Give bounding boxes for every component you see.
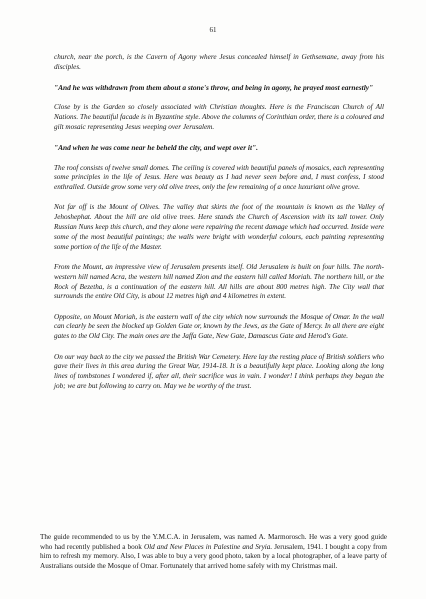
paragraph-mosque-omar: Opposite, on Mount Moriah, is the eastern wall of the city which now surrounds the Mosque of Omar. In the wall can clearly be seen the blocked up Golden Gate or, known by the Jews, as the Gate of Mercy. In all there are eight gates to the Old City. The main ones are the Jaffa Gate, New Gate, Damascus Gate and Herod's Gate. xyxy=(54,312,384,341)
italic-body xyxy=(54,53,384,402)
paragraph-garden: Close by is the Garden so closely associated with Christian thoughts. Here is the Franciscan Church of All Nations. The beautiful facade is in Byzantine style. Above the columns of Corinthian order, there is a coloured and gilt mosaic representing Jesus weeping over Jerusalem. xyxy=(54,103,384,131)
paragraph-mount-olives: Not far off is the Mount of Olives. The valley that skirts the foot of the mountain is known as the Valley of Jehoshephat. About the hill are old olive trees. Here stands the Church of Ascension with its tall tower. Only Russian Nuns keep this church, and they alone were repairing the recent damage which had occurred. Inside were some of the most beautiful paintings; the walls were bright with wonderful colours, each painting representing some portion of the life of the Master. xyxy=(54,203,384,251)
closing-section xyxy=(40,533,387,572)
paragraph-cavern: church, near the porch, is the Cavern of Agony where Jesus concealed himself in Gethsemane, away from his disciples. xyxy=(54,53,384,71)
guide-text-1: The guide recommended to us by the Y.M.C.A. in Jerusalem, was named A. Marmorosch. He was a very good guide who had recently published a book xyxy=(40,533,387,551)
page-number: 61 xyxy=(209,26,217,34)
quote-stone-throw: "And he was withdrawn from them about a stone's throw, and being in agony, he prayed most earnestly" xyxy=(54,83,374,93)
paragraph-war-cemetery: On our way back to the city we passed the British War Cemetery. Here lay the resting place of British soldiers who gave their lives in this area during the Great War, 1914-18. It is a beautifully kept place. Looking along the long lines of tombstones I wondered if, after all, their sacrifice was in vain. I wonder! I think perhaps they began the job; we are but following to carry on. May we be worthy of the trust. xyxy=(54,352,384,390)
paragraph-view-jerusalem: From the Mount, an impressive view of Jerusalem presents itself. Old Jerusalem is built on four hills. The north-western hill named Acra, the western hill named Zion and the eastern hill called Moriah. The northern hill, or the Rock of Bezetha, is a continuation of the eastern hill. All hills are about 800 metres high. The City wall that surrounds the entire Old City, is about 12 metres high and 4 kilometres in extent. xyxy=(54,262,384,301)
guide-text-2: Jerusalem, 1941. I bought a copy from him to refresh my memory. Also, I was able to buy a very good photo, taken by a local photographer, of a leave party of Australians outside the Mosque of Omar. Fortunately that arrived home safely with my Christmas mail. xyxy=(40,542,387,571)
quote-wept: "And when he was come near he beheld the city, and wept over it". xyxy=(54,143,258,153)
paragraph-guide xyxy=(40,533,387,572)
paragraph-roof: The roof consists of twelve small domes. The ceiling is covered with beautiful panels of mosaics, each representing some principles in the life of Jesus. Here was beauty as I had never seen before and, I must confess, I stood enthralled. Outside grow some very old olive trees, only the few remaining of a once luxuriant olive grove. xyxy=(54,163,384,192)
book-title: Old and New Places in Palestine and Sryia. xyxy=(143,542,273,551)
